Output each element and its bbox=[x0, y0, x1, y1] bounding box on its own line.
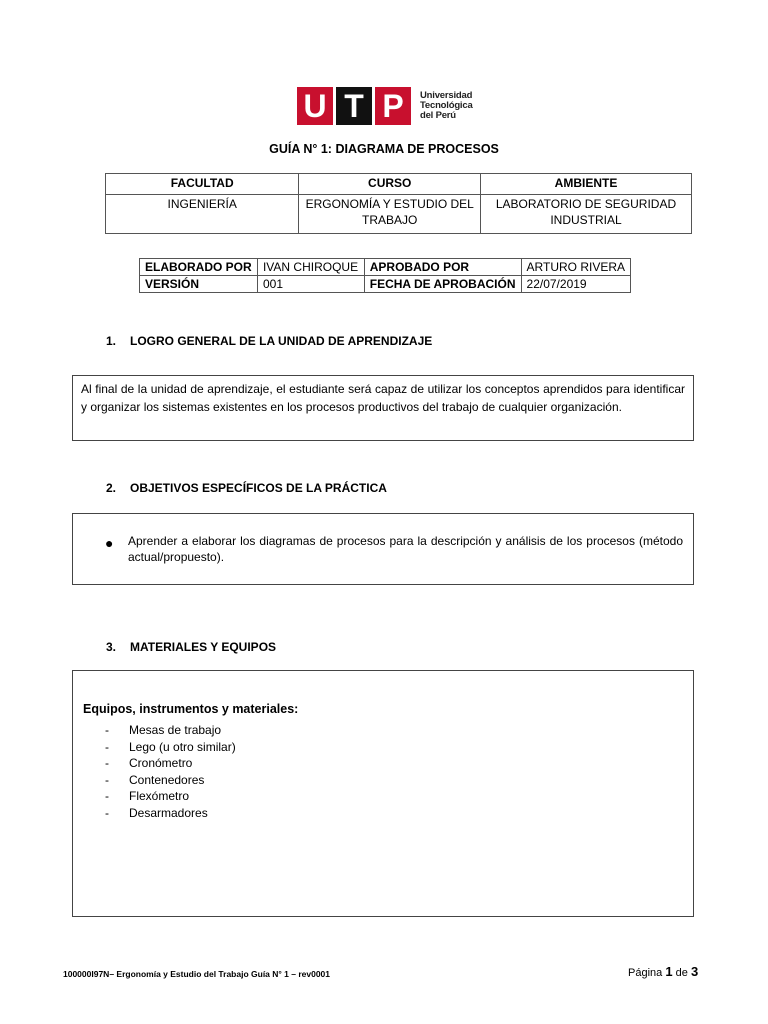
logo-letter-p: P bbox=[375, 87, 411, 125]
version-label: VERSIÓN bbox=[140, 276, 258, 293]
cell-curso: ERGONOMÍA Y ESTUDIO DEL TRABAJO bbox=[299, 195, 481, 234]
page-number: Página 1 de 3 bbox=[628, 964, 699, 979]
list-item: - Desarmadores bbox=[105, 805, 208, 820]
elaborado-label: ELABORADO POR bbox=[140, 259, 258, 276]
cell-ambiente: LABORATORIO DE SEGURIDAD INDUSTRIAL bbox=[481, 195, 692, 234]
version-value: 001 bbox=[257, 276, 364, 293]
elaborado-value: IVAN CHIROQUE bbox=[257, 259, 364, 276]
course-info-table bbox=[105, 173, 692, 234]
objetivos-box bbox=[72, 513, 694, 585]
list-item: - Lego (u otro similar) bbox=[105, 739, 236, 754]
header-ambiente: AMBIENTE bbox=[481, 174, 692, 195]
footer-doc-code: 100000I97N– Ergonomía y Estudio del Trabajo Guía N° 1 – rev0001 bbox=[63, 969, 331, 979]
objetivo-item: Aprender a elaborar los diagramas de procesos para la descripción y análisis de los procesos (método actual/propuesto). bbox=[128, 534, 683, 564]
header-facultad: FACULTAD bbox=[106, 174, 299, 195]
logo-letter-t: T bbox=[336, 87, 372, 125]
section-heading-logro: 1. LOGRO GENERAL DE LA UNIDAD DE APRENDIZAJE bbox=[106, 334, 433, 348]
materiales-title: Equipos, instrumentos y materiales: bbox=[83, 702, 299, 716]
list-item: - Cronómetro bbox=[105, 756, 193, 770]
header-curso: CURSO bbox=[299, 174, 481, 195]
logo-letter-u: U bbox=[297, 87, 333, 125]
list-item: - Mesas de trabajo bbox=[105, 723, 222, 737]
section-heading-materiales: 3. MATERIALES Y EQUIPOS bbox=[106, 640, 277, 654]
list-item: - Flexómetro bbox=[105, 789, 190, 803]
logo-university-name: Universidad Tecnológica del Perú bbox=[420, 90, 473, 121]
fecha-value: 22/07/2019 bbox=[521, 276, 630, 293]
bullet-icon: ● bbox=[105, 535, 114, 551]
materiales-box bbox=[72, 670, 694, 917]
approval-table bbox=[139, 258, 631, 293]
aprobado-value: ARTURO RIVERA bbox=[521, 259, 630, 276]
fecha-label: FECHA DE APROBACIÓN bbox=[364, 276, 521, 293]
section-heading-objetivos: 2. OBJETIVOS ESPECÍFICOS DE LA PRÁCTICA bbox=[106, 481, 387, 495]
list-item: - Contenedores bbox=[105, 772, 205, 787]
logro-box: Al final de la unidad de aprendizaje, el estudiante será capaz de utilizar los conceptos aprendidos para identificar y organizar los sistemas existentes en los procesos productivos del trabajo de cualquier organización. bbox=[72, 375, 694, 441]
cell-facultad: INGENIERÍA bbox=[106, 195, 299, 234]
materiales-list bbox=[83, 722, 683, 821]
document-title: GUÍA N° 1: DIAGRAMA DE PROCESOS bbox=[269, 142, 499, 156]
utp-logo bbox=[297, 87, 473, 125]
aprobado-label: APROBADO POR bbox=[364, 259, 521, 276]
